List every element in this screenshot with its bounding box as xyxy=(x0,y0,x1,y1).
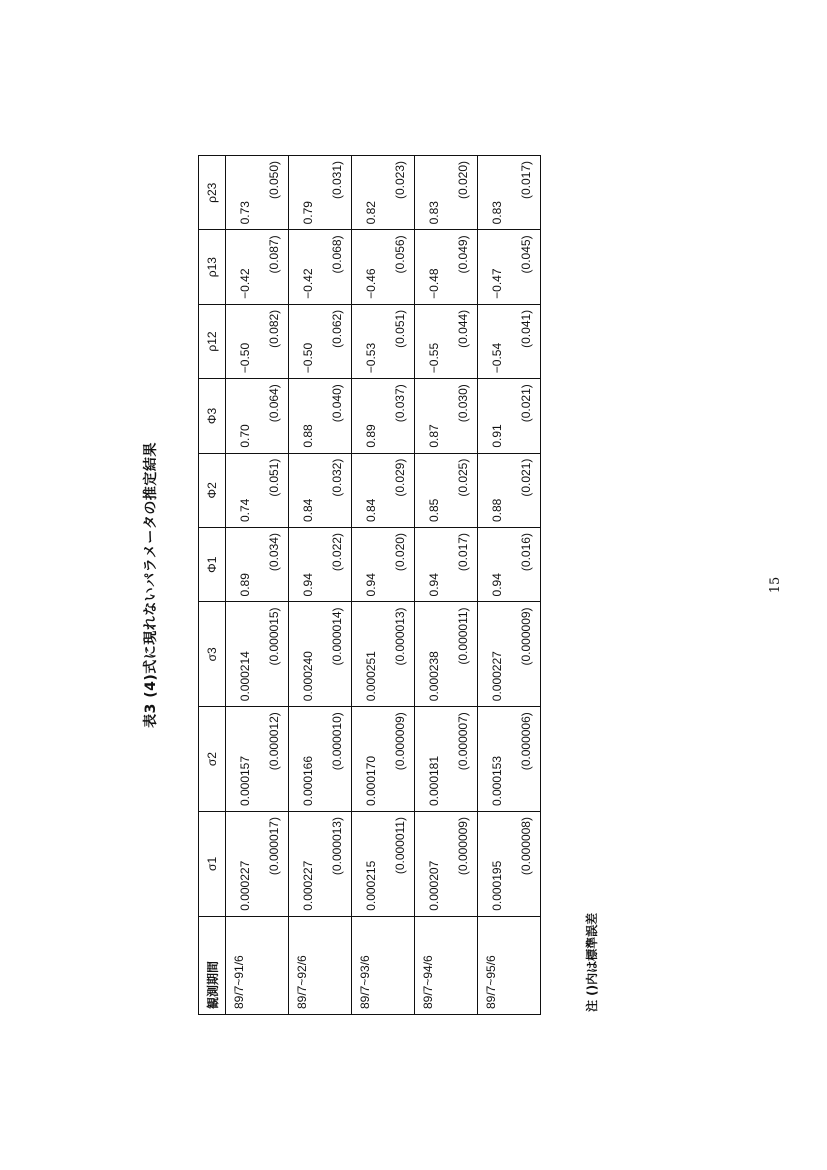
header-sigma1: σ1 xyxy=(199,812,226,917)
period-cell: 89/7~94/6 xyxy=(415,916,478,1014)
std-error-phi2: (0.025) xyxy=(448,453,478,527)
std-error-phi2: (0.021) xyxy=(511,453,541,527)
estimate-phi1: 0.94 xyxy=(352,528,386,602)
estimate-rho23: 0.79 xyxy=(289,156,323,230)
estimate-phi1: 0.94 xyxy=(415,528,449,602)
period-cell: 89/7~91/6 xyxy=(226,916,289,1014)
estimate-sigma2: 0.000166 xyxy=(289,707,323,812)
estimate-phi2: 0.74 xyxy=(226,453,260,527)
estimate-phi1: 0.94 xyxy=(289,528,323,602)
estimate-rho13: −0.47 xyxy=(478,230,512,304)
estimate-sigma3: 0.000251 xyxy=(352,602,386,707)
std-error-rho23: (0.023) xyxy=(385,156,415,230)
std-error-rho13: (0.049) xyxy=(448,230,478,304)
period-cell: 89/7~95/6 xyxy=(478,916,541,1014)
estimate-sigma1: 0.000227 xyxy=(226,812,260,917)
std-error-phi1: (0.034) xyxy=(259,528,289,602)
table-row-estimate xyxy=(226,156,260,1015)
estimate-rho12: −0.50 xyxy=(289,304,323,378)
std-error-sigma2: (0.000006) xyxy=(511,707,541,812)
estimate-sigma1: 0.000215 xyxy=(352,812,386,917)
header-sigma2: σ2 xyxy=(199,707,226,812)
table-row-std-error xyxy=(511,156,541,1015)
estimate-rho13: −0.48 xyxy=(415,230,449,304)
std-error-rho13: (0.045) xyxy=(511,230,541,304)
estimate-sigma2: 0.000157 xyxy=(226,707,260,812)
std-error-phi2: (0.029) xyxy=(385,453,415,527)
std-error-sigma3: (0.000011) xyxy=(448,602,478,707)
parameter-estimates-table xyxy=(198,155,541,1015)
std-error-phi1: (0.016) xyxy=(511,528,541,602)
std-error-phi1: (0.022) xyxy=(322,528,352,602)
table-row-std-error xyxy=(322,156,352,1015)
table-row-std-error xyxy=(448,156,478,1015)
estimate-phi2: 0.88 xyxy=(478,453,512,527)
header-rho12: ρ12 xyxy=(199,304,226,378)
estimate-sigma2: 0.000181 xyxy=(415,707,449,812)
std-error-phi3: (0.021) xyxy=(511,379,541,453)
footnote: 注 ()内は標準誤差 xyxy=(585,912,599,1012)
table-body xyxy=(226,156,541,1015)
std-error-phi3: (0.064) xyxy=(259,379,289,453)
estimate-rho23: 0.83 xyxy=(478,156,512,230)
std-error-phi1: (0.020) xyxy=(385,528,415,602)
std-error-sigma2: (0.000012) xyxy=(259,707,289,812)
std-error-rho23: (0.020) xyxy=(448,156,478,230)
header-sigma3: σ3 xyxy=(199,602,226,707)
estimate-sigma3: 0.000227 xyxy=(478,602,512,707)
estimate-sigma3: 0.000214 xyxy=(226,602,260,707)
header-rho13: ρ13 xyxy=(199,230,226,304)
table-row-std-error xyxy=(385,156,415,1015)
estimate-sigma1: 0.000227 xyxy=(289,812,323,917)
std-error-sigma1: (0.000011) xyxy=(385,812,415,917)
estimate-phi3: 0.89 xyxy=(352,379,386,453)
header-period: 観測期間 xyxy=(199,916,226,1014)
std-error-sigma1: (0.000013) xyxy=(322,812,352,917)
std-error-sigma3: (0.000015) xyxy=(259,602,289,707)
header-phi2: Φ2 xyxy=(199,453,226,527)
estimate-phi3: 0.91 xyxy=(478,379,512,453)
estimate-phi2: 0.84 xyxy=(289,453,323,527)
std-error-phi2: (0.051) xyxy=(259,453,289,527)
header-phi3: Φ3 xyxy=(199,379,226,453)
estimate-sigma1: 0.000207 xyxy=(415,812,449,917)
estimate-rho13: −0.42 xyxy=(226,230,260,304)
std-error-phi2: (0.032) xyxy=(322,453,352,527)
estimate-phi3: 0.70 xyxy=(226,379,260,453)
std-error-sigma1: (0.000009) xyxy=(448,812,478,917)
std-error-sigma3: (0.000009) xyxy=(511,602,541,707)
estimate-phi1: 0.89 xyxy=(226,528,260,602)
std-error-sigma3: (0.000013) xyxy=(385,602,415,707)
estimate-sigma2: 0.000153 xyxy=(478,707,512,812)
estimate-rho23: 0.73 xyxy=(226,156,260,230)
std-error-rho12: (0.044) xyxy=(448,304,478,378)
estimate-phi3: 0.88 xyxy=(289,379,323,453)
table-row-estimate xyxy=(289,156,323,1015)
estimate-sigma3: 0.000240 xyxy=(289,602,323,707)
std-error-sigma1: (0.000017) xyxy=(259,812,289,917)
std-error-phi3: (0.040) xyxy=(322,379,352,453)
estimate-phi2: 0.85 xyxy=(415,453,449,527)
std-error-rho12: (0.051) xyxy=(385,304,415,378)
std-error-rho12: (0.062) xyxy=(322,304,352,378)
estimate-rho23: 0.82 xyxy=(352,156,386,230)
page-number: 15 xyxy=(768,576,783,594)
estimate-phi1: 0.94 xyxy=(478,528,512,602)
table-row-estimate xyxy=(415,156,449,1015)
std-error-rho23: (0.017) xyxy=(511,156,541,230)
std-error-rho13: (0.056) xyxy=(385,230,415,304)
period-cell: 89/7~93/6 xyxy=(352,916,415,1014)
estimate-sigma3: 0.000238 xyxy=(415,602,449,707)
std-error-sigma2: (0.000009) xyxy=(385,707,415,812)
std-error-rho12: (0.041) xyxy=(511,304,541,378)
header-rho23: ρ23 xyxy=(199,156,226,230)
estimate-phi3: 0.87 xyxy=(415,379,449,453)
estimate-rho13: −0.46 xyxy=(352,230,386,304)
estimate-rho13: −0.42 xyxy=(289,230,323,304)
estimate-sigma2: 0.000170 xyxy=(352,707,386,812)
table-row-estimate xyxy=(478,156,512,1015)
std-error-phi3: (0.037) xyxy=(385,379,415,453)
std-error-sigma2: (0.000010) xyxy=(322,707,352,812)
estimate-rho12: −0.54 xyxy=(478,304,512,378)
std-error-rho23: (0.031) xyxy=(322,156,352,230)
estimate-phi2: 0.84 xyxy=(352,453,386,527)
table-row-estimate xyxy=(352,156,386,1015)
std-error-phi3: (0.030) xyxy=(448,379,478,453)
std-error-rho13: (0.087) xyxy=(259,230,289,304)
header-phi1: Φ1 xyxy=(199,528,226,602)
std-error-sigma1: (0.000008) xyxy=(511,812,541,917)
period-cell: 89/7~92/6 xyxy=(289,916,352,1014)
std-error-rho13: (0.068) xyxy=(322,230,352,304)
std-error-sigma2: (0.000007) xyxy=(448,707,478,812)
estimate-rho12: −0.50 xyxy=(226,304,260,378)
estimate-sigma1: 0.000195 xyxy=(478,812,512,917)
estimate-rho12: −0.53 xyxy=(352,304,386,378)
std-error-rho12: (0.082) xyxy=(259,304,289,378)
table-caption: 表3 (4)式に現れないパラメータの推定結果 xyxy=(143,442,159,728)
std-error-sigma3: (0.000014) xyxy=(322,602,352,707)
estimate-rho23: 0.83 xyxy=(415,156,449,230)
estimate-rho12: −0.55 xyxy=(415,304,449,378)
std-error-phi1: (0.017) xyxy=(448,528,478,602)
std-error-rho23: (0.050) xyxy=(259,156,289,230)
table-row-std-error xyxy=(259,156,289,1015)
header-row xyxy=(199,156,226,1015)
